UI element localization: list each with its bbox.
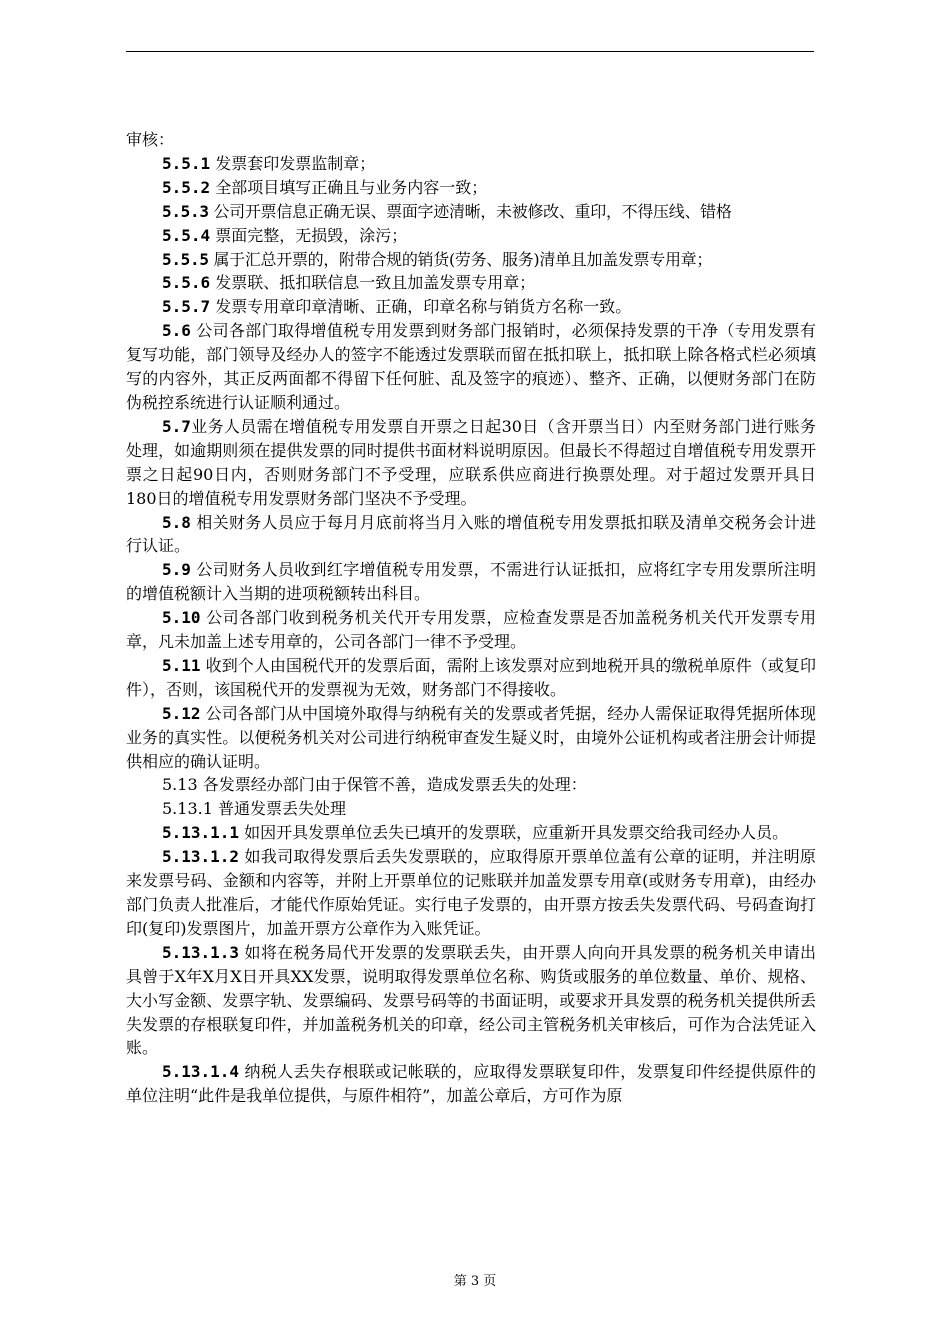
paragraph-5-11 <box>126 654 816 702</box>
paragraph-5-5-3 <box>126 200 816 224</box>
para-number: 5.7 <box>162 416 191 436</box>
para-text: 公司各部门取得增值税专用发票到财务部门报销时，必须保持发票的干净（专用发票有复写功能，部门领导及经办人的签字不能透过发票联而留在抵扣联上，抵扣联上除各格式栏必须填写的内容外，其正反两面都不得留下任何脏、乱及签字的痕迹）、整齐、正确，以便财务部门在防伪税控系统进行认证顺利通过。 <box>126 321 816 412</box>
paragraph-5-8 <box>126 511 816 559</box>
para-number: 5.9 <box>162 560 191 580</box>
para-text: 公司各部门从中国境外取得与纳税有关的发票或者凭据，经办人需保证取得凭据所体现业务的真实性。以便税务机关对公司进行纳税审查发生疑义时，由境外公证机构或者注册会计师提供相应的确认证明。 <box>126 703 816 771</box>
paragraph-intro <box>126 128 816 152</box>
paragraph-5-5-6 <box>126 271 816 295</box>
header-rule <box>126 51 814 52</box>
para-text: 业务人员需在增值税专用发票自开票之日起30日（含开票当日）内至财务部门进行账务处理，如逾期则须在提供发票的同时提供书面材料说明原因。但最长不得超过自增值税专用发票开票之日起90日内，否则财务部门不予受理，应联系供应商进行换票处理。对于超过发票开具日180日的增值税专用发票财务部门坚决不予受理。 <box>126 416 816 508</box>
para-text: 审核： <box>126 130 175 149</box>
para-number: 5.12 <box>162 703 201 723</box>
para-text: 收到个人由国税代开的发票后面，需附上该发票对应到地税开具的缴税单原件（或复印件），否则，该国税代开的发票视为无效，财务部门不得接收。 <box>126 655 816 699</box>
para-text: 公司各部门收到税务机关代开专用发票，应检查发票是否加盖税务机关代开发票专用章，凡未加盖上述专用章的，公司各部门一律不予受理。 <box>126 608 816 652</box>
para-text: 5.13 各发票经办部门由于保管不善，造成发票丢失的处理： <box>162 775 587 795</box>
paragraph-5-5-1 <box>126 152 816 176</box>
paragraph-5-5-4 <box>126 224 816 248</box>
para-text: 如将在税务局代开发票的发票联丢失，由开票人向向开具发票的税务机关申请出具曾于X年X月X日开具XX发票，说明取得发票单位名称、购货或服务的单位数量、单价、规格、大小写金额、发票字轨、发票编码、发票号码等的书面证明，或要求开具发票的税务机关提供所丢失发票的存根联复印件，并加盖税务机关的印章，经公司主管税务机关审核后，可作为合法凭证入账。 <box>126 942 816 1058</box>
para-number: 5.5.2 <box>162 177 211 197</box>
paragraph-5-13-1 <box>126 797 816 821</box>
para-number: 5.5.4 <box>162 225 211 245</box>
para-text: 属于汇总开票的，附带合规的销货(劳务、服务)清单且加盖发票专用章； <box>208 249 713 269</box>
para-text: 票面完整，无损毁，涂污； <box>210 225 408 245</box>
para-number: 5.5.1 <box>162 153 211 173</box>
page-number: 第 3 页 <box>453 1274 497 1289</box>
paragraph-5-5-5 <box>126 248 816 272</box>
para-number: 5.13.1.2 <box>162 847 240 867</box>
para-text: 公司财务人员收到红字增值税专用发票，不需进行认证抵扣，应将红字专用发票所注明的增值税额计入当期的进项税额转出科目。 <box>126 560 816 604</box>
paragraph-5-13-1-3 <box>126 941 816 1061</box>
paragraph-5-5-7 <box>126 295 816 319</box>
para-number: 5.8 <box>162 512 191 532</box>
para-text: 如我司取得发票后丢失发票联的，应取得原开票单位盖有公章的证明，并注明原来发票号码、金额和内容等，并附上开票单位的记账联并加盖发票专用章(或财务专用章)，由经办部门负责人批准后，才能代作原始凭证。实行电子发票的，由开票方按丢失发票代码、号码查询打印(复印)发票图片，加盖开票方公章作为入账凭证。 <box>126 847 816 938</box>
paragraph-5-9 <box>126 558 816 606</box>
paragraph-5-10 <box>126 606 816 654</box>
paragraph-5-13-1-4 <box>126 1060 816 1108</box>
para-number: 5.11 <box>162 655 201 675</box>
document-body <box>126 128 816 1108</box>
para-number: 5.10 <box>162 608 201 628</box>
para-text: 5.13.1 普通发票丢失处理 <box>162 799 346 819</box>
para-number: 5.5.7 <box>162 297 211 317</box>
para-number: 5.5.3 <box>162 201 209 221</box>
para-text: 相关财务人员应于每月月底前将当月入账的增值税专用发票抵扣联及清单交税务会计进行认证。 <box>126 512 816 556</box>
para-number: 5.13.1.4 <box>162 1062 240 1082</box>
para-number: 5.5.5 <box>162 249 209 269</box>
para-text: 公司开票信息正确无误、票面字迹清晰，未被修改、重印，不得压线、错格 <box>208 201 732 221</box>
para-text: 全部项目填写正确且与业务内容一致； <box>210 177 488 197</box>
paragraph-5-12 <box>126 702 816 774</box>
para-text: 发票套印发票监制章； <box>210 153 376 173</box>
para-text: 发票专用章印章清晰、正确，印章名称与销货方名称一致。 <box>210 297 632 317</box>
para-text: 如因开具发票单位丢失已填开的发票联，应重新开具发票交给我司经办人员。 <box>239 823 789 843</box>
para-number: 5.6 <box>162 321 191 341</box>
paragraph-5-13 <box>126 773 816 797</box>
paragraph-5-13-1-1 <box>126 821 816 845</box>
para-number: 5.13.1.1 <box>162 823 240 843</box>
paragraph-5-6 <box>126 319 816 415</box>
paragraph-5-5-2 <box>126 176 816 200</box>
paragraph-5-7 <box>126 415 816 511</box>
para-text: 纳税人丢失存根联或记帐联的，应取得发票联复印件，发票复印件经提供原件的单位注明“此件是我单位提供，与原件相符”，加盖公章后，方可作为原 <box>126 1062 816 1106</box>
para-number: 5.13.1.3 <box>162 942 240 962</box>
para-text: 发票联、抵扣联信息一致且加盖发票专用章； <box>210 273 536 293</box>
para-number: 5.5.6 <box>162 273 211 293</box>
paragraph-5-13-1-2 <box>126 845 816 941</box>
